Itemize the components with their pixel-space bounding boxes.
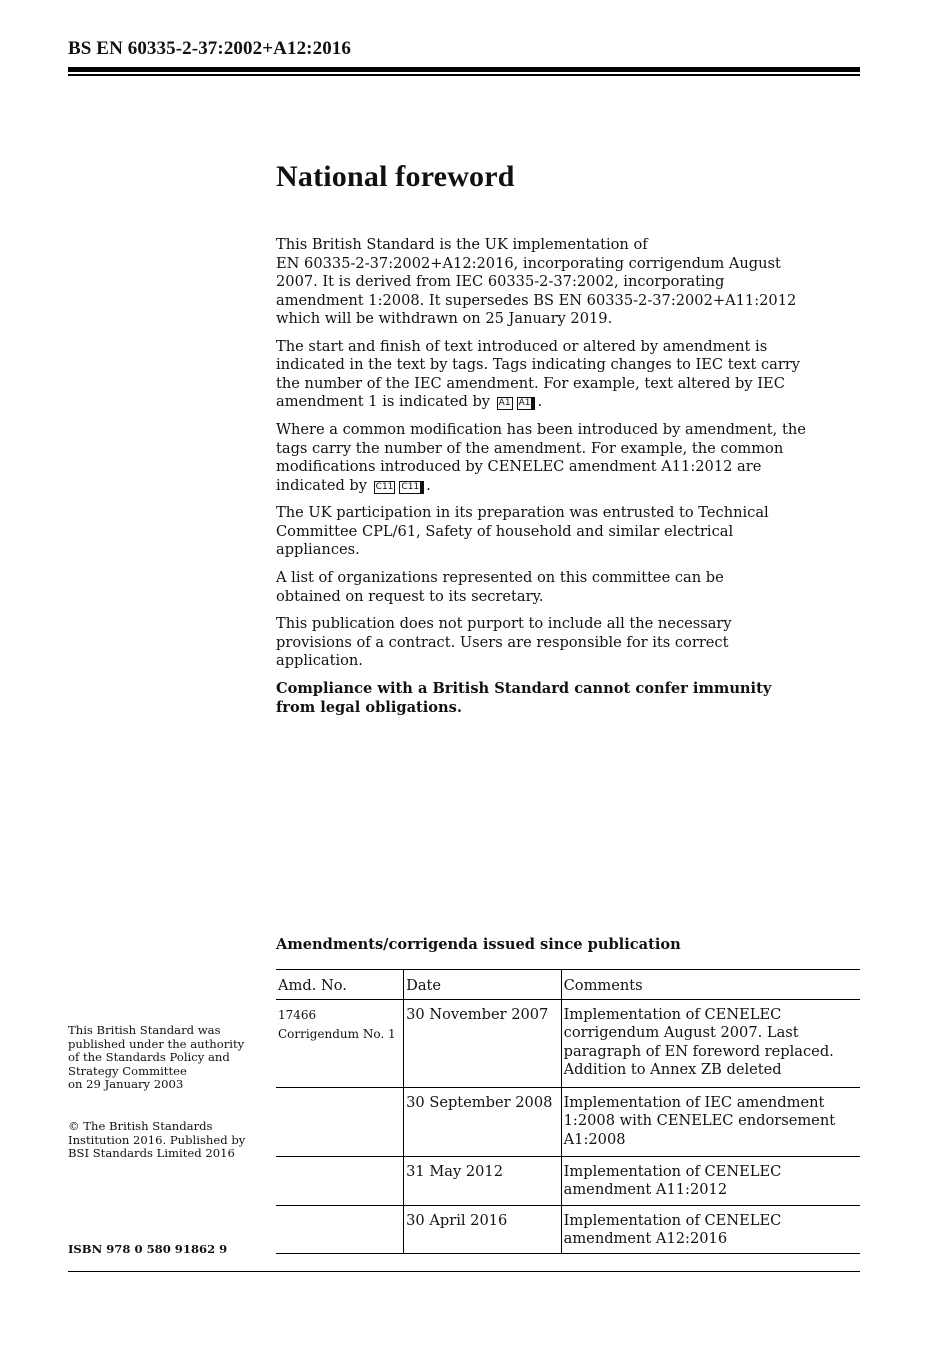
isbn: ISBN 978 0 580 91862 9: [68, 1242, 228, 1256]
common-modification-paragraph: [276, 421, 836, 495]
table-row: [276, 1156, 860, 1205]
committee-paragraph: The UK participation in its preparation was entrusted to Technical Committee CPL/61, Safety of household and similar electrical appliances.: [276, 504, 769, 559]
amendment-tag-open-icon: A1: [498, 398, 511, 409]
comments-cell: Implementation of CENELEC amendment A12:2016: [561, 1205, 860, 1253]
amendments-heading: Amendments/corrigenda issued since publication: [276, 936, 681, 953]
amendment-tag-close-icon: A1: [517, 397, 536, 410]
footer-rule: [68, 1271, 860, 1272]
common-paragraph-end: .: [426, 476, 431, 494]
amd-no-cell: [276, 1156, 404, 1205]
document-header-title: BS EN 60335-2-37:2002+A12:2016: [68, 38, 351, 59]
common-paragraph-text: Where a common modification has been introduced by amendment, the tags carry the number of the amendment. For example, the common modifications introduced by CENELEC amendment A11:2012 are indicated by: [276, 421, 806, 494]
amd-no-cell: [276, 999, 404, 1087]
column-header-amd-no: Amd. No.: [276, 970, 404, 1000]
table-row: [276, 1087, 860, 1156]
foreword-body: [276, 160, 836, 727]
amd-number: 17466: [278, 1007, 317, 1022]
compliance-statement: Compliance with a British Standard cannot confer immunity from legal obligations.: [276, 680, 772, 716]
publication-authority-note: This British Standard was published under the authority of the Standards Policy and Strategy Committee on 29 January 2003: [68, 1023, 245, 1092]
tags-paragraph: [276, 338, 836, 412]
header-rule-thin: [68, 74, 860, 76]
date-cell: 30 November 2007: [404, 999, 562, 1087]
tags-paragraph-text: The start and finish of text introduced or altered by amendment is indicated in the text by tags. Tags indicating changes to IEC text carry the number of the IEC amendment. For example, text altered by IEC amendment 1 is indicated by: [276, 337, 801, 411]
common-tag-open-icon: C11: [375, 481, 394, 492]
contract-paragraph: This publication does not purport to include all the necessary provisions of a contract. Users are responsible for its correct application.: [276, 615, 732, 670]
implementation-paragraph: This British Standard is the UK implementation of EN 60335-2-37:2002+A12:2016, incorporating corrigendum August 2007. It is derived from IEC 60335-2-37:2002, incorporating amendment 1:2008. It supersedes BS EN 60335-2-37:2002+A11:2012 which will be withdrawn on 25 January 2019.: [276, 236, 797, 327]
date-cell: 30 April 2016: [404, 1205, 562, 1253]
amd-no-cell: [276, 1205, 404, 1253]
table-header-row: [276, 970, 860, 1000]
header-rule-thick: [68, 67, 860, 72]
amd-no-cell: [276, 1087, 404, 1156]
tags-paragraph-end: .: [537, 393, 543, 411]
amd-subtitle: Corrigendum No. 1: [278, 1026, 396, 1041]
comments-cell: Implementation of IEC amendment 1:2008 with CENELEC endorsement A1:2008: [561, 1087, 860, 1156]
comments-cell: Implementation of CENELEC corrigendum August 2007. Last paragraph of EN foreword replaced. Addition to Annex ZB deleted: [561, 999, 860, 1087]
common-tag-close-icon: C11: [399, 481, 424, 494]
copyright-note: © The British Standards Institution 2016. Published by BSI Standards Limited 2016: [68, 1119, 246, 1161]
amendments-table: [276, 969, 860, 1254]
comments-cell: Implementation of CENELEC amendment A11:2012: [561, 1156, 860, 1205]
column-header-date: Date: [404, 970, 562, 1000]
organizations-paragraph: A list of organizations represented on this committee can be obtained on request to its secretary.: [276, 569, 724, 605]
table-row: [276, 1205, 860, 1253]
date-cell: 30 September 2008: [404, 1087, 562, 1156]
table-row: [276, 999, 860, 1087]
page-title: National foreword: [276, 160, 515, 193]
date-cell: 31 May 2012: [404, 1156, 562, 1205]
column-header-comments: Comments: [561, 970, 860, 1000]
